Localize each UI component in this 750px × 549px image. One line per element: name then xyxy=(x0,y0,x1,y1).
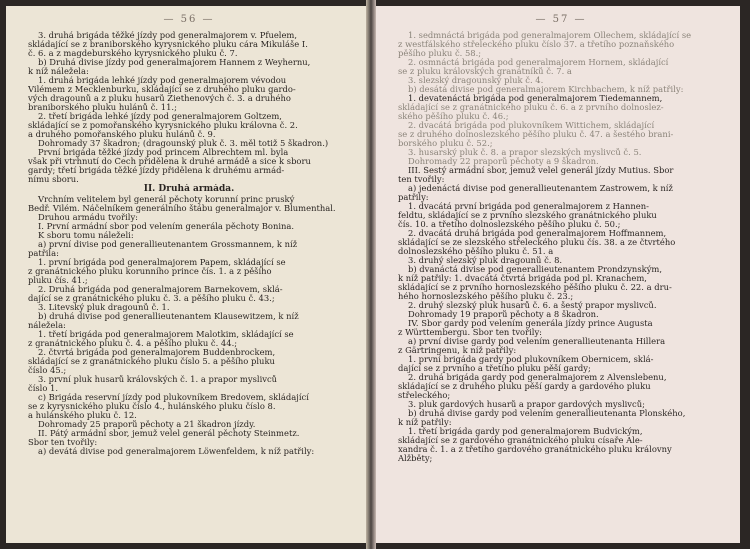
text-line: Alžběty; xyxy=(398,454,433,463)
left-page-text xyxy=(28,31,350,456)
text-line: III. Šestý armádní sbor, jemuž velel generál jízdy Mutius. Sbor xyxy=(408,166,674,175)
text-line: a druhého pomořanského pluku hulánů č. 9. xyxy=(28,130,216,139)
text-line: z Württembergu. Sbor ten tvořily: xyxy=(398,328,543,337)
text-line: číslo 1. xyxy=(28,383,59,393)
text-line: ského pěšího pluku č. 46.; xyxy=(398,112,509,121)
text-line: xandra č. 1. a z třetího gardového granátnického pluku královny xyxy=(398,445,672,454)
text-line: dající se z granátnického pluku č. 3. a pěšího pluku č. 43.; xyxy=(28,293,275,303)
text-line: Bedř. Vilém. Náčelníkem generálního štábu generalmajor v. Blumenthal. xyxy=(28,203,336,213)
text-line: se z druhého dolnoslezského pěšího pluku č. 47. a šestého brani- xyxy=(398,130,674,139)
text-line: IV. Sbor gardy pod velením generála jízdy prince Augusta xyxy=(408,319,653,328)
text-line: se z pluku královských granátníků č. 7. a xyxy=(398,67,572,76)
text-line: II. Druhá armáda. xyxy=(143,184,235,194)
text-line: 1. sedmnáctá brigáda pod generalmajorem Ollechem, skládající se xyxy=(408,31,692,40)
text-line: patřila: xyxy=(28,248,59,258)
text-line: Dohromady 37 škadron; (dragounský pluk č. 3. měl totiž 5 škadron.) xyxy=(38,139,329,148)
text-line: vých dragounů a z pluku husarů Ziethenových č. 3. a druhého xyxy=(28,94,291,103)
text-line: První brigáda těžké jízdy pod princem Albrechtem ml. byla xyxy=(38,148,289,157)
text-line: gardy; třetí brigáda těžké jízdy přidělena k druhému armád- xyxy=(28,166,285,175)
text-line: braniborského pluku hulánů č. 11.; xyxy=(28,103,177,112)
text-line: I. První armádní sbor pod velením generála pěchoty Bonina. xyxy=(38,221,295,231)
text-line: 2. čtvrtá brigáda pod generalmajorem Buddenbrockem, xyxy=(38,347,276,357)
text-line: dající se z prvního a třetího pluku pěší gardy; xyxy=(398,364,591,373)
text-line: b) druhá divise pod generallieutenantem Klausewitzem, k níž xyxy=(38,311,299,321)
text-line: 3. Litevský pluk dragounů č. 1. xyxy=(38,302,170,312)
text-line: náležela: xyxy=(28,320,66,330)
text-line: Vilémem z Mecklenburku, skládající se z druhého pluku gardo- xyxy=(28,85,296,94)
text-line: z Gärtringenu, k níž patřily: xyxy=(398,346,517,355)
text-line: se z kyrysnického pluku číslo 4., hulánského pluku číslo 8. xyxy=(28,401,276,411)
text-line: skládající se z granátnického pluku číslo 5. a pěšího pluku xyxy=(28,356,275,366)
text-line: č. 6. a z magdeburského kyrysnického pluku č. 7. xyxy=(28,49,238,58)
right-page-text xyxy=(398,31,724,463)
text-line: Vrchním velitelem byl generál pěchoty korunní princ pruský xyxy=(38,194,295,204)
text-line: 3. slezský dragounský pluk č. 4. xyxy=(408,76,544,85)
text-line: 2. dvacátá brigáda pod plukovníkem Wittichem, skládající xyxy=(408,121,655,130)
text-line: 2. druhý slezský pluk husarů č. 6. a šestý prapor myslivců. xyxy=(408,301,657,310)
text-line: hého hornoslezského pěšího pluku č. 23.; xyxy=(398,292,574,301)
text-line: skládající se z druhého pluku pěší gardy a gardového pluku xyxy=(398,382,651,391)
text-line: 1. druhá brigáda lehké jízdy pod generalmajorem vévodou xyxy=(38,76,287,85)
text-line: číslo 45.; xyxy=(28,365,67,375)
text-line: skládající se z granátnického pluku č. 6. a z prvního dolnoslez- xyxy=(398,103,664,112)
text-line: a) první divise gardy pod velením generallieutenanta Hillera xyxy=(408,337,666,346)
right-page xyxy=(376,6,740,543)
text-line: 1. devatenáctá brigáda pod generalmajorem Tiedemannem, xyxy=(408,94,663,103)
text-line: c) Brigáda reservní jízdy pod plukovníkem Bredovem, skládající xyxy=(38,392,309,402)
text-line: b) dvanáctá divise pod generallieutenantem Prondzynským, xyxy=(408,265,663,274)
page-number-left: — 56 — xyxy=(163,14,215,25)
text-line: 1. třetí brigáda pod generalmajorem Malotkim, skládající se xyxy=(38,329,294,339)
text-line: 3. husarský pluk č. 8. a prapor slezských myslivců č. 5. xyxy=(408,148,642,157)
text-line: patřily: xyxy=(398,193,429,202)
text-line: 2. dvacátá druhá brigáda pod generalmajorem Hoffmannem, xyxy=(408,229,667,238)
text-line: 3. první pluk husarů královských č. 1. a prapor myslivců xyxy=(38,374,278,384)
text-line: 2. Druhá brigáda pod generalmajorem Barnekovem, sklá- xyxy=(38,284,283,294)
text-line: dolnoslezského pěšího pluku č. 51. a xyxy=(398,247,554,256)
text-line: skládající se z pomořanského kyrysnického pluku královna č. 2. xyxy=(28,121,298,130)
text-line: 1. třetí brigáda gardy pod generalmajorem Budvickým, xyxy=(408,427,643,436)
text-line: pluku čís. 41.; xyxy=(28,275,88,285)
text-line: 1. dvacátá první brigáda pod generalmajorem z Hannen- xyxy=(408,202,649,211)
text-line: Druhou armádu tvořily: xyxy=(38,212,139,222)
text-line: 2. osmnáctá brigáda pod generalmajorem Hornem, skládající xyxy=(408,58,669,67)
text-line: a) jedenáctá divise pod generallieutenantem Zastrowem, k níž xyxy=(408,184,673,193)
text-line: z westfálského střeleckého pluku číslo 37. a třetího poznaňského xyxy=(398,40,675,49)
text-line: 3. pluk gardových husarů a prapor gardových myslivců; xyxy=(408,400,645,409)
text-line: Dohromady 19 praporů pěchoty a 8 škadron. xyxy=(408,310,599,319)
text-line: skládající se z braniborského kyrysnického pluku cára Mikuláše I. xyxy=(28,40,308,49)
text-line: Dohromady 25 praporů pěchoty a 21 škadron jízdy. xyxy=(38,419,256,429)
page-number-right: — 57 — xyxy=(535,14,587,25)
text-line: z granátnického pluku č. 4. a pěšího pluku č. 44.; xyxy=(28,338,238,348)
text-line: b) desátá divise pod generalmajorem Kirchbachem, k níž patřily: xyxy=(408,85,684,94)
text-line: a) první divise pod generallieutenantem Grossmannem, k níž xyxy=(38,239,298,249)
text-line: k níž náležela: xyxy=(28,67,89,76)
text-line: 3. druhý slezský pluk dragounů č. 8. xyxy=(408,256,563,265)
text-line: II. Pátý armádní sbor, jemuž velel generál pěchoty Steinmetz. xyxy=(38,428,300,438)
text-line: skládající se z prvního hornoslezského pěšího pluku č. 22. a dru- xyxy=(398,283,672,292)
text-line: 2. třetí brigáda lehké jízdy pod generalmajorem Goltzem, xyxy=(38,112,282,121)
text-line: a) devátá divise pod generalmajorem Löwenfeldem, k níž patřily: xyxy=(38,446,315,456)
text-line: k níž patřily: 1. dvacátá čtvrtá brigáda pod pl. Kranachem, xyxy=(398,274,647,283)
text-line: skládající se ze slezského střeleckého pluku čís. 38. a ze čtvrtého xyxy=(398,238,676,247)
book-spine xyxy=(366,0,376,549)
text-line: pěšího pluku č. 58.; xyxy=(398,49,482,58)
text-line: k níž patřily: xyxy=(398,418,452,427)
text-line: b) Druhá divise jízdy pod generalmajorem Hannem z Weyhernu, xyxy=(38,58,311,67)
text-line: ten tvořily: xyxy=(398,175,445,184)
text-line: 2. druhá brigáda gardy pod generalmajorem z Alvenslebenu, xyxy=(408,373,667,382)
text-line: 3. druhá brigáda těžké jízdy pod generalmajorem v. Pfuelem, xyxy=(38,31,298,40)
text-line: nímu sboru. xyxy=(28,175,79,184)
text-line: skládající se z gardového granátnického pluku císaře Ale- xyxy=(398,436,643,445)
text-line: čís. 10. a třetího dolnoslezského pěšího pluku č. 50.; xyxy=(398,220,621,229)
text-line: 1. první brigáda pod generalmajorem Papem, skládající se xyxy=(38,257,286,267)
text-line: z granátnického pluku korunního prince čís. 1. a z pěšího xyxy=(28,266,272,276)
text-line: K sboru tomu náleželi: xyxy=(38,230,134,240)
text-line: feldtu, skládající se z prvního slezského granátnického pluku xyxy=(398,211,657,220)
text-line: Sbor ten tvořily: xyxy=(28,437,98,447)
text-line: střeleckého; xyxy=(398,391,451,400)
text-line: Dohromady 22 praporů pěchoty a 9 škadron. xyxy=(408,157,599,166)
text-line: borského pluku č. 52.; xyxy=(398,139,493,148)
text-line: b) druhá divise gardy pod velením generallieutenanta Plonského, xyxy=(408,409,686,418)
text-line: však při vtrhnutí do Čech přidělena k druhé armádě a sice k sboru xyxy=(28,157,311,166)
text-line: a hulánského pluku č. 12. xyxy=(28,410,137,420)
left-page xyxy=(6,6,366,543)
text-line: 1. první brigáda gardy pod plukovníkem Obernicem, sklá- xyxy=(408,355,654,364)
